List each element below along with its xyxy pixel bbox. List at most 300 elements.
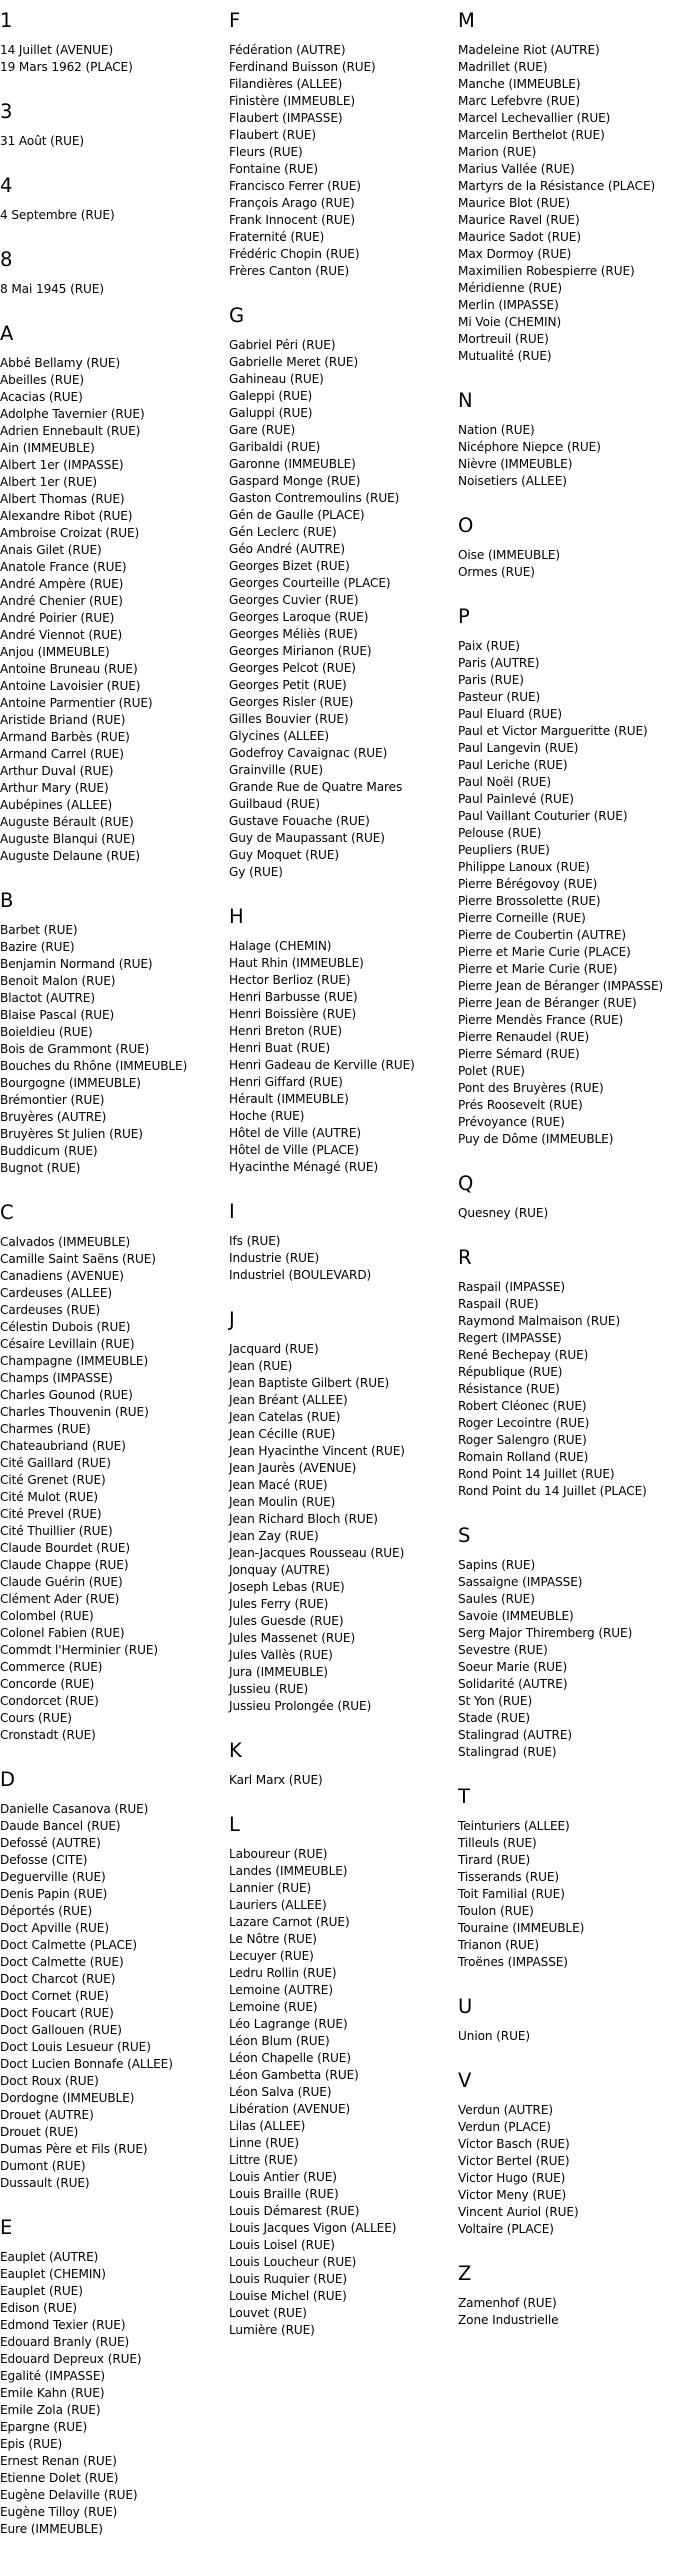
group-gap [229, 1789, 457, 1814]
street-name: Daude Bancel (RUE) [0, 1819, 121, 1833]
street-name: Cité Thuillier (RUE) [0, 1524, 113, 1538]
street-name: André Viennot (RUE) [0, 628, 123, 642]
street-list [458, 1279, 675, 1500]
street-name: André Chenier (RUE) [0, 594, 123, 608]
group-gap [458, 1222, 675, 1247]
street-name: Le Nôtre (RUE) [229, 1932, 317, 1946]
letter-group [458, 1247, 675, 1525]
street-name: Toit Familial (RUE) [458, 1887, 565, 1901]
street-name: Antoine Lavoisier (RUE) [0, 679, 141, 693]
street-name: Léon Gambetta (RUE) [229, 2068, 359, 2082]
street-name: Jean Catelas (RUE) [229, 1410, 341, 1424]
street-name: Union (RUE) [458, 2029, 531, 2043]
street-name: Commdt l'Herminier (RUE) [0, 1643, 159, 1657]
street-name: Nicéphore Niepce (RUE) [458, 440, 601, 454]
street-name: Henri Buat (RUE) [229, 1041, 331, 1055]
letter-group [229, 305, 457, 906]
section-letter: A [0, 322, 14, 345]
group-gap [0, 1744, 228, 1769]
street-list [229, 1233, 457, 1284]
street-name: Antoine Bruneau (RUE) [0, 662, 138, 676]
street-name: Robert Cléonec (RUE) [458, 1399, 587, 1413]
street-name: Georges Bizet (RUE) [229, 559, 350, 573]
letter-group [0, 323, 228, 890]
street-name: Prés Roosevelt (RUE) [458, 1098, 583, 1112]
street-name: République (RUE) [458, 1365, 563, 1379]
heading-spacer [458, 2018, 675, 2028]
group-gap [0, 76, 228, 101]
section-letter: J [229, 1308, 235, 1331]
group-gap [458, 2329, 675, 2354]
street-name: Deguerville (RUE) [0, 1870, 106, 1884]
street-name: Savoie (IMMEUBLE) [458, 1609, 574, 1623]
street-name: Cardeuses (ALLEE) [0, 1286, 113, 1300]
street-name: Dussault (RUE) [0, 2176, 90, 2190]
street-name: Verdun (PLACE) [458, 2120, 551, 2134]
index-column-2 [229, 10, 457, 2364]
street-name: Fontaine (RUE) [229, 162, 318, 176]
street-name: Rond Point du 14 Juillet (PLACE) [458, 1484, 647, 1498]
street-name: Blactot (AUTRE) [0, 991, 95, 1005]
street-name: Célestin Dubois (RUE) [0, 1320, 131, 1334]
street-name: Fédération (AUTRE) [229, 43, 346, 57]
street-name: Sevestre (RUE) [458, 1643, 548, 1657]
street-name: Henri Barbusse (RUE) [229, 990, 358, 1004]
street-name: 31 Août (RUE) [0, 134, 84, 148]
street-name: Jean-Jacques Rousseau (RUE) [229, 1546, 405, 1560]
street-name: 19 Mars 1962 (PLACE) [0, 60, 133, 74]
heading-spacer [0, 32, 228, 42]
section-letter: Z [458, 2262, 472, 2285]
street-name: Dumas Père et Fils (RUE) [0, 2142, 148, 2156]
street-name: Henri Gadeau de Kerville (RUE) [229, 1058, 415, 1072]
street-name: Lemoine (RUE) [229, 2000, 318, 2014]
street-name: Marcelin Berthelot (RUE) [458, 128, 605, 142]
street-name: Gahineau (RUE) [229, 372, 324, 386]
street-list [229, 42, 457, 280]
street-name: Tisserands (RUE) [458, 1870, 560, 1884]
letter-group [458, 10, 675, 390]
group-gap [0, 1177, 228, 1202]
heading-spacer [229, 32, 457, 42]
street-name: Regert (IMPASSE) [458, 1331, 562, 1345]
street-list [0, 355, 228, 865]
group-gap [458, 2045, 675, 2070]
letter-group [0, 890, 228, 1202]
group-gap [229, 1284, 457, 1309]
street-name: Antoine Parmentier (RUE) [0, 696, 153, 710]
street-list [458, 2028, 675, 2045]
street-name: Arthur Mary (RUE) [0, 781, 109, 795]
street-name: Madrillet (RUE) [458, 60, 548, 74]
street-name: Glycines (ALLEE) [229, 729, 330, 743]
heading-spacer [458, 537, 675, 547]
street-name: Gén de Gaulle (PLACE) [229, 508, 365, 522]
street-list [229, 938, 457, 1176]
street-name: Bouches du Rhône (IMMEUBLE) [0, 1059, 188, 1073]
street-name: André Ampère (RUE) [0, 577, 124, 591]
street-name: Haut Rhin (IMMEUBLE) [229, 956, 364, 970]
street-name: Bazire (RUE) [0, 940, 75, 954]
street-name: Bourgogne (IMMEUBLE) [0, 1076, 141, 1090]
street-name: Maurice Ravel (RUE) [458, 213, 580, 227]
street-name: Mutualité (RUE) [458, 349, 552, 363]
section-letter: P [458, 605, 470, 628]
street-name: Prévoyance (RUE) [458, 1115, 565, 1129]
street-name: Paix (RUE) [458, 639, 520, 653]
section-letter: M [458, 9, 475, 32]
street-name: Colombel (RUE) [0, 1609, 94, 1623]
street-name: Zamenhof (RUE) [458, 2296, 557, 2310]
street-name: Pierre Sémard (RUE) [458, 1047, 580, 1061]
street-name: Paul et Victor Margueritte (RUE) [458, 724, 648, 738]
street-name: Pierre de Coubertin (AUTRE) [458, 928, 627, 942]
street-name: Georges Pelcot (RUE) [229, 661, 356, 675]
street-name: Colonel Fabien (RUE) [0, 1626, 125, 1640]
section-letter: C [0, 1201, 14, 1224]
street-name: Roger Salengro (RUE) [458, 1433, 587, 1447]
street-list [458, 547, 675, 581]
street-name: Voltaire (PLACE) [458, 2222, 554, 2236]
street-name: Pelouse (RUE) [458, 826, 542, 840]
street-name: Raspail (RUE) [458, 1297, 539, 1311]
street-name: Lemoine (AUTRE) [229, 1983, 333, 1997]
street-name: Paul Noël (RUE) [458, 775, 551, 789]
heading-spacer [458, 2092, 675, 2102]
letter-group [458, 390, 675, 515]
street-name: Jonquay (AUTRE) [229, 1563, 330, 1577]
street-list [0, 281, 228, 298]
street-name: Pierre Brossolette (RUE) [458, 894, 601, 908]
section-letter: L [229, 1813, 240, 1836]
street-name: Gaspard Monge (RUE) [229, 474, 361, 488]
street-name: Flaubert (RUE) [229, 128, 317, 142]
section-letter: K [229, 1739, 242, 1762]
letter-group [458, 515, 675, 606]
street-name: Résistance (RUE) [458, 1382, 560, 1396]
street-name: Doct Calmette (RUE) [0, 1955, 124, 1969]
street-list [458, 42, 675, 365]
street-name: Anjou (IMMEUBLE) [0, 645, 110, 659]
street-name: Stalingrad (AUTRE) [458, 1728, 572, 1742]
street-name: Victor Bertel (RUE) [458, 2154, 570, 2168]
street-list [458, 422, 675, 490]
street-name: Cardeuses (RUE) [0, 1303, 101, 1317]
heading-spacer [0, 2239, 228, 2249]
street-name: Stade (RUE) [458, 1711, 531, 1725]
street-name: Armand Carrel (RUE) [0, 747, 124, 761]
street-name: Jura (IMMEUBLE) [229, 1665, 328, 1679]
street-name: Hôtel de Ville (PLACE) [229, 1143, 359, 1157]
street-name: Tilleuls (RUE) [458, 1836, 537, 1850]
street-name: Drouet (AUTRE) [0, 2108, 94, 2122]
street-name: Doct Charcot (RUE) [0, 1972, 116, 1986]
street-name: Jean Moulin (RUE) [229, 1495, 336, 1509]
street-name: Eugène Tilloy (RUE) [0, 2505, 118, 2519]
street-name: Eauplet (CHEMIN) [0, 2267, 106, 2281]
heading-spacer [0, 271, 228, 281]
street-name: Pierre et Marie Curie (RUE) [458, 962, 618, 976]
street-name: Jean Jaurès (AVENUE) [229, 1461, 357, 1475]
street-name: Pierre Jean de Béranger (RUE) [458, 996, 637, 1010]
heading-spacer [458, 1547, 675, 1557]
street-name: Edmond Texier (RUE) [0, 2318, 126, 2332]
street-name: Jean Baptiste Gilbert (RUE) [229, 1376, 390, 1390]
letter-group [458, 1173, 675, 1247]
street-list [458, 1205, 675, 1222]
street-name: Pierre Jean de Béranger (IMPASSE) [458, 979, 664, 993]
section-letter: D [0, 1768, 16, 1791]
street-name: Jussieu (RUE) [229, 1682, 309, 1696]
street-name: Charles Gounod (RUE) [0, 1388, 133, 1402]
street-name: Commerce (RUE) [0, 1660, 103, 1674]
street-name: Léon Chapelle (RUE) [229, 2051, 351, 2065]
heading-spacer [229, 1836, 457, 1846]
street-name: Toulon (RUE) [458, 1904, 534, 1918]
street-name: Maximilien Robespierre (RUE) [458, 264, 635, 278]
letter-group [229, 10, 457, 305]
street-name: Jean Zay (RUE) [229, 1529, 319, 1543]
street-name: Cité Prevel (RUE) [0, 1507, 102, 1521]
group-gap [229, 1176, 457, 1201]
street-name: Pierre Mendès France (RUE) [458, 1013, 624, 1027]
street-name: Bruyères (AUTRE) [0, 1110, 107, 1124]
street-list [229, 1341, 457, 1715]
index-column-1 [0, 10, 228, 2563]
group-gap [0, 2192, 228, 2217]
letter-group [458, 1525, 675, 1786]
heading-spacer [0, 197, 228, 207]
street-name: Georges Mirianon (RUE) [229, 644, 372, 658]
street-name: Edouard Depreux (RUE) [0, 2352, 142, 2366]
section-letter: B [0, 889, 14, 912]
street-name: Ifs (RUE) [229, 1234, 281, 1248]
street-name: Paul Langevin (RUE) [458, 741, 579, 755]
street-name: Raymond Malmaison (RUE) [458, 1314, 621, 1328]
street-name: Camille Saint Saëns (RUE) [0, 1252, 156, 1266]
group-gap [458, 365, 675, 390]
street-name: Lauriers (ALLEE) [229, 1898, 327, 1912]
letter-group [0, 1202, 228, 1769]
section-letter: Q [458, 1172, 474, 1195]
street-name: Ferdinand Buisson (RUE) [229, 60, 376, 74]
heading-spacer [0, 345, 228, 355]
street-name: Pont des Bruyères (RUE) [458, 1081, 604, 1095]
street-name: Roger Lecointre (RUE) [458, 1416, 590, 1430]
section-letter: I [229, 1200, 235, 1223]
street-list [0, 1801, 228, 2192]
street-name: Léon Salva (RUE) [229, 2085, 332, 2099]
group-gap [458, 1500, 675, 1525]
street-name: Emile Zola (RUE) [0, 2403, 101, 2417]
street-name: Aristide Briand (RUE) [0, 713, 126, 727]
street-name: Gy (RUE) [229, 865, 283, 879]
street-name: Egalité (IMPASSE) [0, 2369, 105, 2383]
street-name: 14 Juillet (AVENUE) [0, 43, 114, 57]
street-name: Paul Vaillant Couturier (RUE) [458, 809, 628, 823]
letter-group [0, 101, 228, 175]
street-name: Louis Braille (RUE) [229, 2187, 339, 2201]
street-name: Paris (AUTRE) [458, 656, 540, 670]
street-name: Marion (RUE) [458, 145, 537, 159]
street-name: Paris (RUE) [458, 673, 524, 687]
street-name: Ambroise Croizat (RUE) [0, 526, 140, 540]
street-name: Louis Loisel (RUE) [229, 2238, 335, 2252]
street-name: Fleurs (RUE) [229, 145, 303, 159]
street-name: Pasteur (RUE) [458, 690, 541, 704]
street-name: Libération (AVENUE) [229, 2102, 351, 2116]
street-name: Césaire Levillain (RUE) [0, 1337, 135, 1351]
street-name: Lumière (RUE) [229, 2323, 315, 2337]
street-name: Louis Jacques Vigon (ALLEE) [229, 2221, 397, 2235]
section-letter: 1 [0, 9, 13, 32]
street-name: Albert 1er (RUE) [0, 475, 97, 489]
street-name: Paul Leriche (RUE) [458, 758, 568, 772]
street-name: Armand Barbès (RUE) [0, 730, 130, 744]
street-name: Georges Courteille (PLACE) [229, 576, 391, 590]
street-name: Raspail (IMPASSE) [458, 1280, 566, 1294]
street-name: Jules Vallès (RUE) [229, 1648, 333, 1662]
street-name: Jean Bréant (ALLEE) [229, 1393, 348, 1407]
street-name: Finistère (IMMEUBLE) [229, 94, 355, 108]
street-name: St Yon (RUE) [458, 1694, 533, 1708]
street-name: Doct Louis Lesueur (RUE) [0, 2040, 151, 2054]
street-name: Clément Ader (RUE) [0, 1592, 120, 1606]
letter-group [229, 1740, 457, 1814]
street-name: Albert 1er (IMPASSE) [0, 458, 124, 472]
street-name: Doct Apville (RUE) [0, 1921, 109, 1935]
street-name: Blaise Pascal (RUE) [0, 1008, 115, 1022]
street-name: Flaubert (IMPASSE) [229, 111, 343, 125]
section-letter: E [0, 2216, 13, 2239]
street-name: Cité Mulot (RUE) [0, 1490, 99, 1504]
street-name: Jacquard (RUE) [229, 1342, 319, 1356]
street-name: Hôtel de Ville (AUTRE) [229, 1126, 362, 1140]
street-name: Lannier (RUE) [229, 1881, 312, 1895]
street-name: Epargne (RUE) [0, 2420, 88, 2434]
street-name: Garonne (IMMEUBLE) [229, 457, 356, 471]
street-name: Soeur Marie (RUE) [458, 1660, 568, 1674]
street-list [0, 42, 228, 76]
street-name: Cronstadt (RUE) [0, 1728, 96, 1742]
street-name: Danielle Casanova (RUE) [0, 1802, 149, 1816]
street-name: Cité Gaillard (RUE) [0, 1456, 111, 1470]
street-name: Peupliers (RUE) [458, 843, 550, 857]
heading-spacer [458, 2285, 675, 2295]
street-name: Adolphe Tavernier (RUE) [0, 407, 145, 421]
street-name: Victor Basch (RUE) [458, 2137, 570, 2151]
street-name: Defosse (CITE) [0, 1853, 88, 1867]
street-name: Pierre et Marie Curie (PLACE) [458, 945, 631, 959]
section-letter: G [229, 304, 245, 327]
section-letter: V [458, 2069, 472, 2092]
section-letter: O [458, 514, 474, 537]
street-name: Joseph Lebas (RUE) [229, 1580, 345, 1594]
street-list [229, 1772, 457, 1789]
street-name: Cité Grenet (RUE) [0, 1473, 106, 1487]
street-name: Louvet (RUE) [229, 2306, 307, 2320]
street-name: Georges Laroque (RUE) [229, 610, 369, 624]
street-name: Lecuyer (RUE) [229, 1949, 314, 1963]
street-name: Victor Hugo (RUE) [458, 2171, 566, 2185]
street-name: André Poirier (RUE) [0, 611, 115, 625]
street-name: Benjamin Normand (RUE) [0, 957, 153, 971]
street-list [229, 337, 457, 881]
street-name: Condorcet (RUE) [0, 1694, 99, 1708]
street-list [458, 2102, 675, 2238]
street-name: Abeilles (RUE) [0, 373, 84, 387]
group-gap [229, 280, 457, 305]
street-name: Martyrs de la Résistance (PLACE) [458, 179, 656, 193]
street-list [458, 1557, 675, 1761]
street-name: Henri Boissière (RUE) [229, 1007, 357, 1021]
group-gap [229, 2339, 457, 2364]
street-name: Lazare Carnot (RUE) [229, 1915, 350, 1929]
street-name: Albert Thomas (RUE) [0, 492, 125, 506]
street-name: Jules Guesde (RUE) [229, 1614, 344, 1628]
street-name: Louis Démarest (RUE) [229, 2204, 360, 2218]
street-name: Madeleine Riot (AUTRE) [458, 43, 600, 57]
street-name: Georges Cuvier (RUE) [229, 593, 359, 607]
street-name: Lilas (ALLEE) [229, 2119, 306, 2133]
street-name: Marius Vallée (RUE) [458, 162, 575, 176]
letter-group [458, 2070, 675, 2263]
street-name: Guy de Maupassant (RUE) [229, 831, 385, 845]
letter-group [0, 10, 228, 101]
street-name: Bruyères St Julien (RUE) [0, 1127, 143, 1141]
group-gap [458, 1148, 675, 1173]
street-name: René Bechepay (RUE) [458, 1348, 589, 1362]
street-name: Etienne Dolet (RUE) [0, 2471, 119, 2485]
street-name: Doct Foucart (RUE) [0, 2006, 114, 2020]
street-list [458, 638, 675, 1148]
street-list [458, 1818, 675, 1971]
heading-spacer [229, 1762, 457, 1772]
street-name: Arthur Duval (RUE) [0, 764, 114, 778]
letter-group [229, 1814, 457, 2364]
letter-group [458, 1786, 675, 1996]
street-name: Boieldieu (RUE) [0, 1025, 93, 1039]
section-letter: R [458, 1246, 472, 1269]
heading-spacer [458, 1195, 675, 1205]
street-name: Industrie (RUE) [229, 1251, 320, 1265]
street-name: Sapins (RUE) [458, 1558, 536, 1572]
street-name: Saules (RUE) [458, 1592, 535, 1606]
street-name: Buddicum (RUE) [0, 1144, 98, 1158]
street-name: Aubépines (ALLEE) [0, 798, 113, 812]
street-name: Jules Massenet (RUE) [229, 1631, 356, 1645]
street-name: Hoche (RUE) [229, 1109, 305, 1123]
street-name: Sassaigne (IMPASSE) [458, 1575, 583, 1589]
street-name: Concorde (RUE) [0, 1677, 95, 1691]
street-name: Frédéric Chopin (RUE) [229, 247, 360, 261]
heading-spacer [458, 1808, 675, 1818]
street-name: Claude Chappe (RUE) [0, 1558, 129, 1572]
street-name: Mortreuil (RUE) [458, 332, 549, 346]
letter-group [458, 1996, 675, 2070]
street-name: Maurice Blot (RUE) [458, 196, 570, 210]
street-name: Canadiens (AVENUE) [0, 1269, 124, 1283]
street-name: Louis Ruquier (RUE) [229, 2272, 348, 2286]
street-name: Guy Moquet (RUE) [229, 848, 339, 862]
street-list [458, 2295, 675, 2329]
street-list [0, 2249, 228, 2538]
street-name: Adrien Ennebault (RUE) [0, 424, 141, 438]
street-name: Gén Leclerc (RUE) [229, 525, 337, 539]
street-name: Auguste Delaune (RUE) [0, 849, 140, 863]
street-name: Gaston Contremoulins (RUE) [229, 491, 400, 505]
group-gap [0, 2538, 228, 2563]
